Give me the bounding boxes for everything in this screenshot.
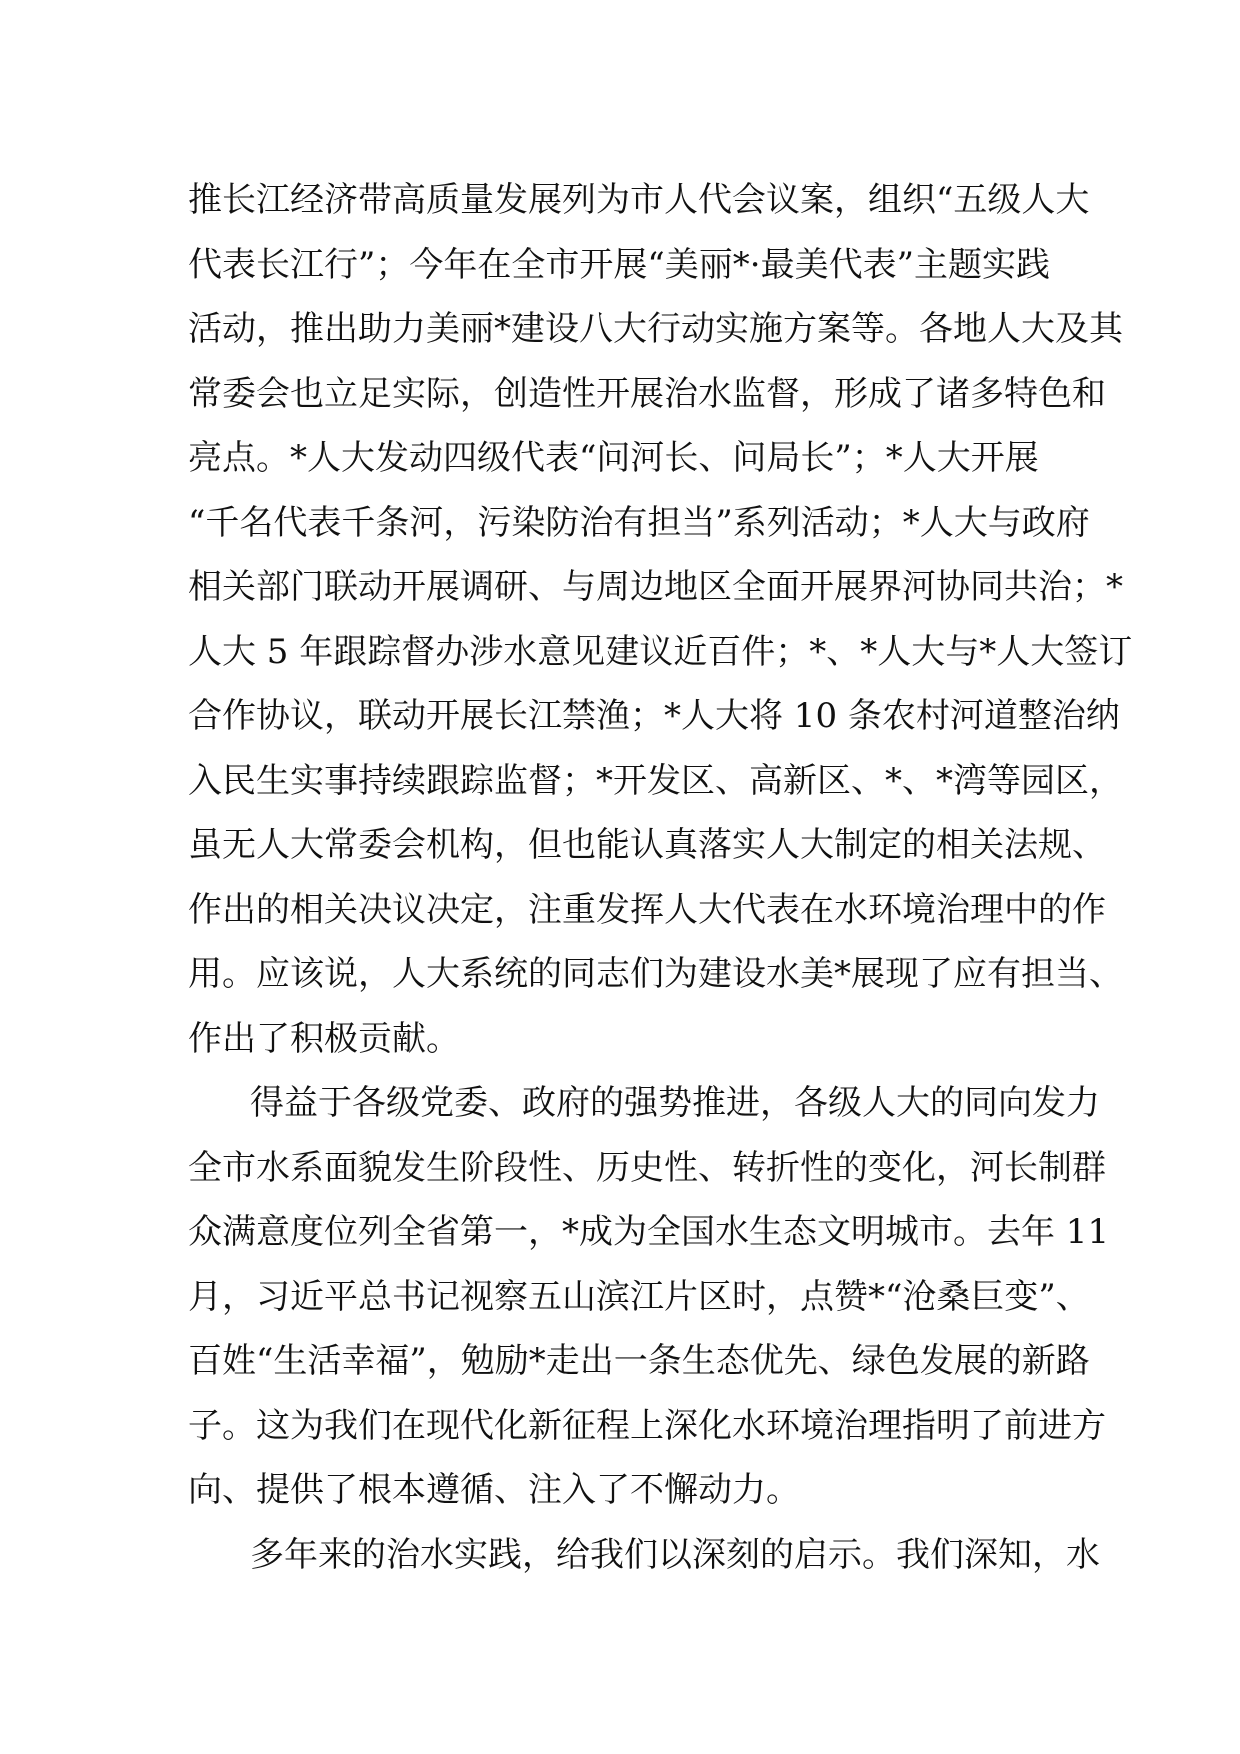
text-line: 亮点。*人大发动四级代表“问河长、问局长”；*人大开展 bbox=[188, 438, 1039, 478]
paragraph-first-line: 多年来的治水实践，给我们以深刻的启示。我们深知，水 bbox=[250, 1534, 1100, 1575]
text-line: 向、提供了根本遵循、注入了不懈动力。 bbox=[188, 1470, 800, 1510]
text-line: 常委会也立足实际，创造性开展治水监督，形成了诸多特色和 bbox=[188, 373, 1106, 414]
text-line: 代表长江行”；今年在全市开展“美丽*·最美代表”主题实践 bbox=[188, 244, 1050, 285]
text-line: 入民生实事持续跟踪监督；*开发区、高新区、*、*湾等园区， bbox=[188, 760, 1123, 801]
document-body bbox=[188, 168, 1133, 1587]
text-line: 人大 5 年跟踪督办涉水意见建议近百件；*、*人大与*人大签订 bbox=[188, 631, 1133, 672]
text-line: “千名代表千条河，污染防治有担当”系列活动；*人大与政府 bbox=[188, 502, 1090, 543]
text-line: 作出了积极贡献。 bbox=[188, 1018, 460, 1059]
text-line: 百姓“生活幸福”，勉励*走出一条生态优先、绿色发展的新路 bbox=[188, 1341, 1090, 1381]
text-line: 全市水系面貌发生阶段性、历史性、转折性的变化，河长制群 bbox=[188, 1147, 1106, 1188]
text-line: 相关部门联动开展调研、与周边地区全面开展界河协同共治；* bbox=[188, 567, 1123, 607]
text-line: 虽无人大常委会机构，但也能认真落实人大制定的相关法规、 bbox=[188, 825, 1106, 865]
text-line: 用。应该说，人大系统的同志们为建设水美*展现了应有担当、 bbox=[188, 954, 1123, 994]
paragraph-first-line: 得益于各级党委、政府的强势推进，各级人大的同向发力 bbox=[250, 1083, 1100, 1123]
text-line: 子。这为我们在现代化新征程上深化水环境治理指明了前进方 bbox=[188, 1405, 1106, 1446]
text-line: 推长江经济带高质量发展列为市人代会议案，组织“五级人大 bbox=[188, 180, 1090, 220]
text-line: 月，习近平总书记视察五山滨江片区时，点赞*“沧桑巨变”、 bbox=[188, 1276, 1090, 1317]
text-line: 活动，推出助力美丽*建设八大行动实施方案等。各地人大及其 bbox=[188, 309, 1123, 349]
text-line: 众满意度位列全省第一，*成为全国水生态文明城市。去年 11 bbox=[188, 1212, 1110, 1252]
text-line: 合作协议，联动开展长江禁渔；*人大将 10 条农村河道整治纳 bbox=[188, 696, 1120, 736]
text-line: 作出的相关决议决定，注重发挥人大代表在水环境治理中的作 bbox=[188, 889, 1106, 930]
